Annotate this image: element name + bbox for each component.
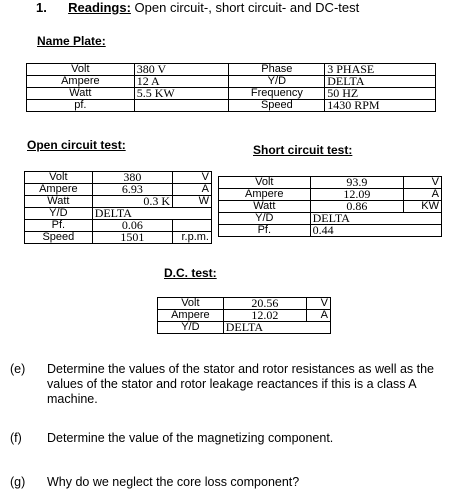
sc-unit: A <box>404 189 442 201</box>
table-row <box>219 225 442 237</box>
dc-label: Ampere <box>158 310 224 322</box>
question-label: (g) <box>10 475 26 489</box>
name-plate-value: 50 HZ <box>325 88 436 100</box>
question-label: (f) <box>10 431 22 445</box>
name-plate-value <box>134 100 229 112</box>
table-row <box>25 172 212 184</box>
dc-test-table <box>157 297 331 334</box>
table-row <box>25 220 212 232</box>
name-plate-label: pf. <box>27 100 135 112</box>
sc-value: 0.86 <box>310 201 404 213</box>
sc-value: 93.9 <box>310 177 404 189</box>
oc-value: 0.3 K <box>92 196 172 208</box>
sc-label: Y/D <box>219 213 311 225</box>
sc-value: 12.09 <box>310 189 404 201</box>
table-row <box>27 76 436 88</box>
sc-label: Ampere <box>219 189 311 201</box>
oc-value: 380 <box>92 172 172 184</box>
oc-empty-cell <box>173 220 212 232</box>
dc-value: DELTA <box>223 322 330 334</box>
open-circuit-title: Open circuit test: <box>27 138 126 152</box>
name-plate-label: Ampere <box>27 76 135 88</box>
oc-value: 6.93 <box>92 184 172 196</box>
name-plate-label: Watt <box>27 88 135 100</box>
dc-unit: V <box>307 298 331 310</box>
question-text: Determine the value of the magnetizing component. <box>47 431 334 445</box>
table-row <box>27 100 436 112</box>
name-plate-value: DELTA <box>325 76 436 88</box>
short-circuit-table <box>218 176 442 237</box>
oc-unit: r.p.m. <box>173 232 212 244</box>
dc-label: Volt <box>158 298 224 310</box>
sc-label: Volt <box>219 177 311 189</box>
oc-label: Pf. <box>25 220 93 232</box>
table-row <box>27 64 436 76</box>
oc-unit: V <box>173 172 212 184</box>
section-title: Readings: <box>68 0 131 15</box>
question-text: Determine the values of the stator and rotor resistances as well as the values of the stator and rotor leakage reactances if this is a class A machine. <box>47 362 434 406</box>
name-plate-label: Frequency <box>229 88 325 100</box>
question-label: (e) <box>10 362 26 376</box>
sc-label: Pf. <box>219 225 311 237</box>
name-plate-value: 5.5 KW <box>134 88 229 100</box>
oc-unit: A <box>173 184 212 196</box>
section-number: 1. <box>36 0 47 15</box>
section-subtitle: Open circuit-, short circuit- and DC-test <box>130 0 360 15</box>
name-plate-value: 1430 RPM <box>325 100 436 112</box>
name-plate-label: Phase <box>229 64 325 76</box>
oc-value: 0.06 <box>92 220 172 232</box>
oc-label: Volt <box>25 172 93 184</box>
name-plate-value: 380 V <box>134 64 229 76</box>
oc-label: Speed <box>25 232 93 244</box>
dc-test-title: D.C. test: <box>164 266 217 280</box>
oc-value: 1501 <box>92 232 172 244</box>
name-plate-label: Y/D <box>229 76 325 88</box>
oc-value: DELTA <box>92 208 211 220</box>
sc-label: Watt <box>219 201 311 213</box>
name-plate-label: Volt <box>27 64 135 76</box>
sc-value: DELTA <box>310 213 441 225</box>
dc-label: Y/D <box>158 322 224 334</box>
table-row <box>25 232 212 244</box>
dc-value: 12.02 <box>223 310 306 322</box>
table-row <box>158 298 331 310</box>
oc-unit: W <box>173 196 212 208</box>
name-plate-title: Name Plate: <box>37 34 106 48</box>
sc-unit: KW <box>404 201 442 213</box>
name-plate-value: 3 PHASE <box>325 64 436 76</box>
oc-label: Ampere <box>25 184 93 196</box>
short-circuit-title: Short circuit test: <box>253 143 353 157</box>
question-text: Why do we neglect the core loss component? <box>47 475 300 489</box>
name-plate-value: 12 A <box>134 76 229 88</box>
oc-label: Watt <box>25 196 93 208</box>
table-row <box>25 184 212 196</box>
dc-value: 20.56 <box>223 298 306 310</box>
table-row <box>219 177 442 189</box>
table-row <box>25 208 212 220</box>
sc-unit: V <box>404 177 442 189</box>
sc-value: 0.44 <box>310 225 441 237</box>
name-plate-label: Speed <box>229 100 325 112</box>
oc-label: Y/D <box>25 208 93 220</box>
dc-unit: A <box>307 310 331 322</box>
open-circuit-table <box>24 171 212 244</box>
name-plate-table <box>26 63 436 112</box>
section-heading <box>36 0 359 15</box>
table-row <box>158 322 331 334</box>
table-row <box>219 189 442 201</box>
